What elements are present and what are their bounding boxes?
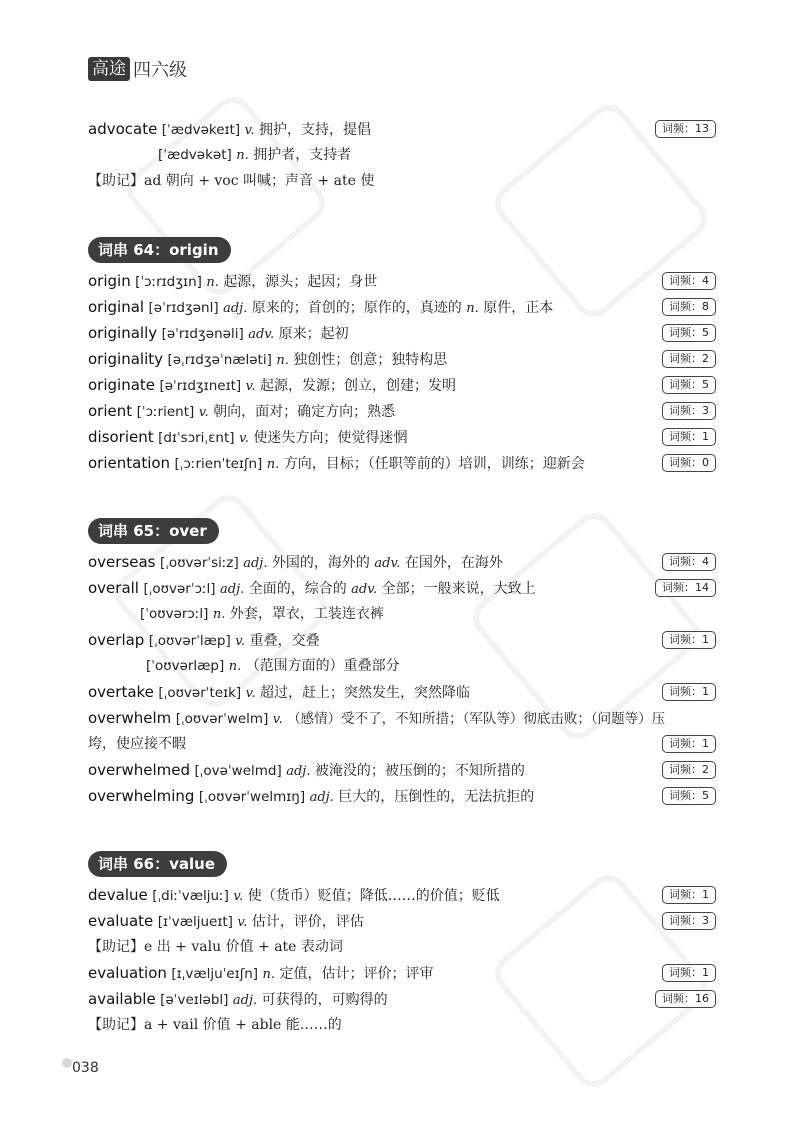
entry-pronunciation: [ˈɔːrɪdʒɪn] [135,274,202,290]
entry-line [88,681,716,703]
entry-pos: adj. [232,993,258,1008]
entry-word: devalue [88,886,148,904]
entry-definition: 垮，使应接不暇 [88,736,186,752]
frequency-badge: 词频：14 [655,579,716,597]
entry-word: evaluation [88,964,167,982]
entry-word: origin [88,272,131,290]
frequency-badge: 词频：2 [662,761,716,779]
frequency-badge: 词频：2 [662,350,716,368]
entry-definition: 可获得的，可购得的 [261,992,388,1008]
entry-pos: adv. [351,582,378,597]
brand-logo: 高途 [88,57,130,81]
entry-word: original [88,298,145,316]
entry-line [88,322,716,344]
entry-pronunciation: [ˌɔːrienˈteɪʃn] [174,456,263,472]
entry-pronunciation: [əˈrɪdʒɪneɪt] [159,378,242,394]
entry-word: overtake [88,683,154,701]
entry-definition: 使迷失方向；使觉得迷惘 [253,430,408,446]
entry-line [140,603,716,625]
entry-definition: 原来的；首创的；原作的，真迹的 [251,300,462,316]
entry-word: overwhelm [88,709,172,727]
entry-pronunciation: [əˌrɪdʒəˈnæləti] [167,352,272,368]
entry-pos: adj. [223,301,248,316]
entry-word: available [88,990,156,1008]
frequency-badge: 词频：5 [662,324,716,342]
word-group-title: 词串 65：over [88,518,219,544]
memo-line [88,1014,716,1036]
entry-pronunciation: [dɪˈsɔriˌɛnt] [158,430,235,446]
entry-word: evaluate [88,912,154,930]
entry-word: overwhelming [88,787,195,805]
frequency-badge: 词频：1 [662,428,716,446]
entry-line [88,884,716,906]
entry-pronunciation: [ˈoʊvərlæp] [146,658,225,674]
entry-pronunciation: [ɪˌvæljuˈeɪʃn] [171,966,259,982]
page-header [88,56,187,82]
entry-pos: v. [245,686,256,701]
entry-definition: 全面的，综合的 [248,581,347,597]
frequency-badge: 词频：16 [655,990,716,1008]
entry-definition: 起源，发源；创立，创建；发明 [260,378,456,394]
entry-pronunciation: [ˈædvəkət] [158,147,232,163]
frequency-badge: 词频：3 [662,402,716,420]
frequency-badge: 词频：5 [662,376,716,394]
entry-definition: 全部；一般来说，大致上 [381,581,536,597]
entry-line [88,962,716,984]
entry-definition: 超过，赶上；突然发生，突然降临 [260,685,471,701]
entry-pos: v. [237,915,248,930]
entry-definition: 外套，罩衣，工装连衣裤 [229,606,384,622]
entry-definition: 估计，评价，评估 [251,914,364,930]
entry-definition: 使（货币）贬值；降低……的价值；贬低 [247,888,500,904]
frequency-badge: 词频：1 [662,631,716,649]
entry-pos: n. [236,148,249,163]
frequency-badge: 词频：1 [662,735,716,753]
entry-pos: v. [272,712,283,727]
word-group-title: 词串 64：origin [88,237,231,263]
memo-text: 【助记】e 出 + valu 价值 + ate 表动词 [88,939,343,955]
entry-line [158,144,716,166]
entry-line [88,452,716,474]
frequency-badge: 词频：8 [662,298,716,316]
entry-line [88,759,716,781]
entry-pos: v. [245,379,256,394]
entry-pronunciation: [ˌoʊvərˈlæp] [148,633,231,649]
memo-line [88,170,716,192]
memo-text: 【助记】ad 朝向 + voc 叫喊；声音 + ate 使 [88,173,375,189]
entry-pos: v. [239,431,249,446]
entry-pronunciation: [ˈɔːrient] [136,404,195,420]
entry-line [88,988,716,1010]
entry-line [88,270,716,292]
memo-text: 【助记】a + vail 价值 + able 能……的 [88,1017,342,1033]
entry-pos: v. [198,405,209,420]
entry-line [88,348,716,370]
entry-pronunciation: [ˌovəˈwelmd] [194,763,282,779]
entry-definition: 在国外，在海外 [404,555,503,571]
entry-pos: adj. [286,764,311,779]
entry-definition: 原件，正本 [483,300,554,316]
entry-word: orientation [88,454,171,472]
entry-pos: v. [233,889,244,904]
entry-line [88,707,716,729]
entry-pos: adv. [374,556,401,571]
page-number: 038 [72,1060,99,1076]
entry-pronunciation: [əˈrɪdʒənl] [148,300,219,316]
entry-word: originality [88,350,163,368]
entry-definition: 原来；起初 [278,326,349,342]
entry-line [88,629,716,651]
entry-word: overall [88,579,139,597]
entry-word: originally [88,324,158,342]
entry-pronunciation: [ˌoʊvərˈteɪk] [158,685,242,701]
entry-line [88,577,716,599]
frequency-badge: 词频：1 [662,683,716,701]
entry-pos: adj. [243,556,268,571]
frequency-badge: 词频：5 [662,787,716,805]
entry-pronunciation: [əˈveɪləbl] [160,992,229,1008]
entry-line [88,551,716,573]
entry-line [88,910,716,932]
entry-word: overseas [88,553,156,571]
frequency-badge: 词频：1 [662,886,716,904]
entry-pronunciation: [əˈrɪdʒənəli] [161,326,244,342]
memo-line [88,936,716,958]
entry-line [88,296,716,318]
entry-line [88,785,716,807]
entry-pos: adj. [309,790,334,805]
entry-word: overlap [88,631,145,649]
frequency-badge: 词频：0 [662,454,716,472]
entry-definition: 外国的，海外的 [271,555,370,571]
entry-definition: 被淹没的；被压倒的；不知所措的 [314,763,525,779]
entry-word: overwhelmed [88,761,190,779]
entry-pos: adv. [248,327,275,342]
entry-line [88,374,716,396]
frequency-badge: 词频：4 [662,272,716,290]
entry-line [88,118,716,140]
entry-pronunciation: [ˌoʊvərˈsiːz] [159,555,239,571]
entry-definition: 朝向，面对；确定方向；熟悉 [213,404,396,420]
entry-pos: n. [466,301,479,316]
entry-pronunciation: [ˌoʊvərˈwelmɪŋ] [198,789,306,805]
entry-definition: 拥护者，支持者 [253,147,352,163]
entry-definition: （感情）受不了，不知所措；（军队等）彻底击败；（问题等）压 [287,711,666,727]
entry-line [88,426,716,448]
entry-word: originate [88,376,156,394]
entry-pronunciation: [ˈoʊvərɔːl] [140,606,209,622]
entry-pronunciation: [ˌoʊvərˈwelm] [175,711,269,727]
frequency-badge: 词频：1 [662,964,716,982]
entry-pronunciation: [ˌdiːˈvæljuː] [152,888,229,904]
entry-definition: 拥护，支持，提倡 [258,122,371,138]
entry-definition: 方向，目标；（任职等前的）培训，训练；迎新会 [283,456,585,472]
entry-definition: 重叠，交叠 [249,633,320,649]
entry-pos: adj. [220,582,245,597]
entry-pos: n. [262,967,276,982]
entry-pos: n. [266,457,280,472]
entry-pronunciation: [ˌoʊvərˈɔːl] [143,581,216,597]
entry-definition: 起源，源头；起因；身世 [223,274,378,290]
entry-definition: 巨大的，压倒性的，无法抗拒的 [338,789,535,805]
entry-line [88,400,716,422]
book-title: 四六级 [133,60,187,81]
page-number-dot [62,1058,72,1068]
entry-pos: n. [276,353,289,368]
entry-line [146,655,716,677]
entry-definition: 独创性；创意；独特构思 [293,352,448,368]
entry-word: orient [88,402,133,420]
entry-word: advocate [88,120,158,138]
entry-definition: 定值，估计；评价；评审 [279,966,434,982]
entry-pos: n. [228,659,242,674]
entry-pos: n. [206,275,219,290]
entry-pronunciation: [ɪˈvæljueɪt] [157,914,233,930]
word-group-title: 词串 66：value [88,851,227,877]
entry-pronunciation: [ˈædvəkeɪt] [161,122,241,138]
entry-pos: v. [244,123,255,138]
entry-pos: v. [235,634,246,649]
frequency-badge: 词频：3 [662,912,716,930]
entry-pos: n. [212,607,226,622]
frequency-badge: 词频：4 [662,553,716,571]
entry-word: disorient [88,428,154,446]
entry-line [88,733,716,755]
frequency-badge: 词频：13 [655,120,716,138]
entry-definition: （范围方面的）重叠部分 [245,658,400,674]
